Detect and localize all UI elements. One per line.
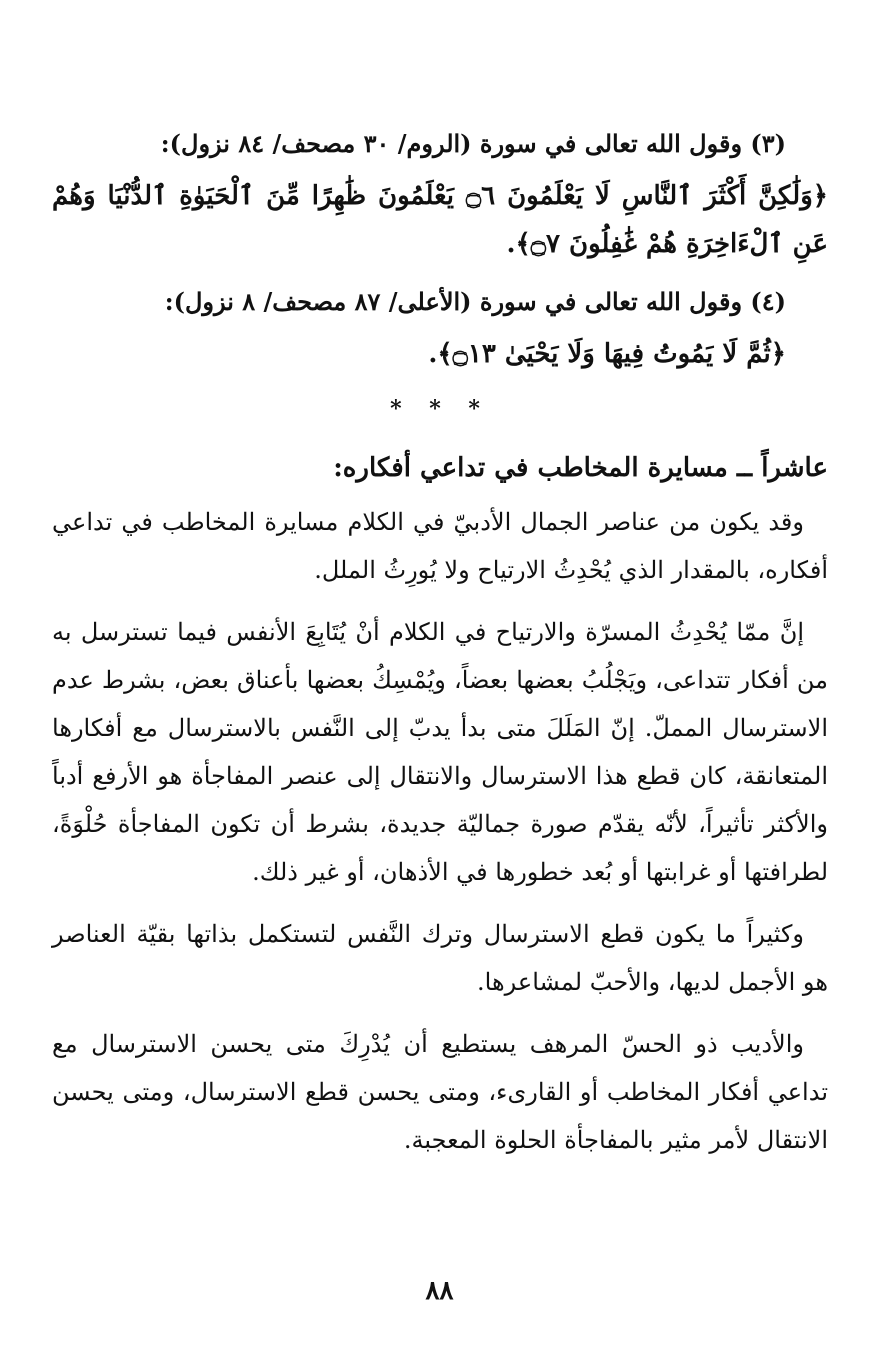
section-separator: * * *: [390, 396, 490, 422]
section-heading: عاشراً ــ مسايرة المخاطب في تداعي أفكاره:: [333, 453, 828, 483]
quote-intro-3: (٣) وقول الله تعالى في سورة (الروم/ ٣٠ مصحف/ ٨٤ نزول):: [160, 129, 786, 158]
paragraph-2: إنَّ ممّا يُحْدِثُ المسرّة والارتياح في الكلام أنْ يُتَابِعَ الأنفس فيما تسترسل به من أفكار تتداعى، ويَجْلُبُ بعضها بعضاً، ويُمْسِكُ بعضها بأعناق بعض، بشرط عدم الاسترسال المملّ. إنّ المَلَلَ متى بدأ يدبّ إلى النَّفس بالاسترسال مع أفكارها المتعانقة، كان قطع هذا الاسترسال والانتقال إلى عنصر المفاجأة هو الأرفع أدباً والأكثر تأثيراً، لأنّه يقدّم صورة جماليّة جديدة، بشرط أن تكون المفاجأة حُلْوَةً، لطرافتها أو غرابتها أو بُعد خطورها في الأذهان، أو غير ذلك.: [52, 618, 828, 886]
paragraph-1: وقد يكون من عناصر الجمال الأدبيّ في الكلام مسايرة المخاطب في تداعي أفكاره، بالمقدار الذي يُحْدِثُ الارتياح ولا يُورِثُ الملل.: [52, 508, 828, 584]
quote-intro-4: (٤) وقول الله تعالى في سورة (الأعلى/ ٨٧ مصحف/ ٨ نزول):: [164, 287, 786, 316]
quran-verse-rum: ﴿وَلَٰكِنَّ أَكْثَرَ ٱلنَّاسِ لَا يَعْلَمُونَ ۝٦ يَعْلَمُونَ ظَٰهِرًا مِّنَ ٱلْحَيَوٰةِ ٱلدُّنْيَا وَهُمْ عَنِ ٱلْءَاخِرَةِ هُمْ غَٰفِلُونَ ۝٧﴾.: [52, 181, 829, 259]
page-number: ٨٨: [425, 1276, 454, 1306]
book-page: [52, 118, 828, 1338]
paragraph-4: والأديب ذو الحسّ المرهف يستطيع أن يُدْرِكَ متى يحسن الاسترسال مع تداعي أفكار المخاطب أو القارىء، ومتى يحسن قطع الاسترسال، ومتى يحسن الانتقال لأمر مثير بالمفاجأة الحلوة المعجبة.: [52, 1030, 828, 1154]
paragraph-3: وكثيراً ما يكون قطع الاسترسال وترك النَّفس لتستكمل بذاتها بقيّة العناصر هو الأجمل لديها، والأحبّ لمشاعرها.: [52, 920, 828, 996]
quran-verse-ala: ﴿ثُمَّ لَا يَمُوتُ فِيهَا وَلَا يَحْيَىٰ ۝١٣﴾.: [428, 339, 786, 369]
